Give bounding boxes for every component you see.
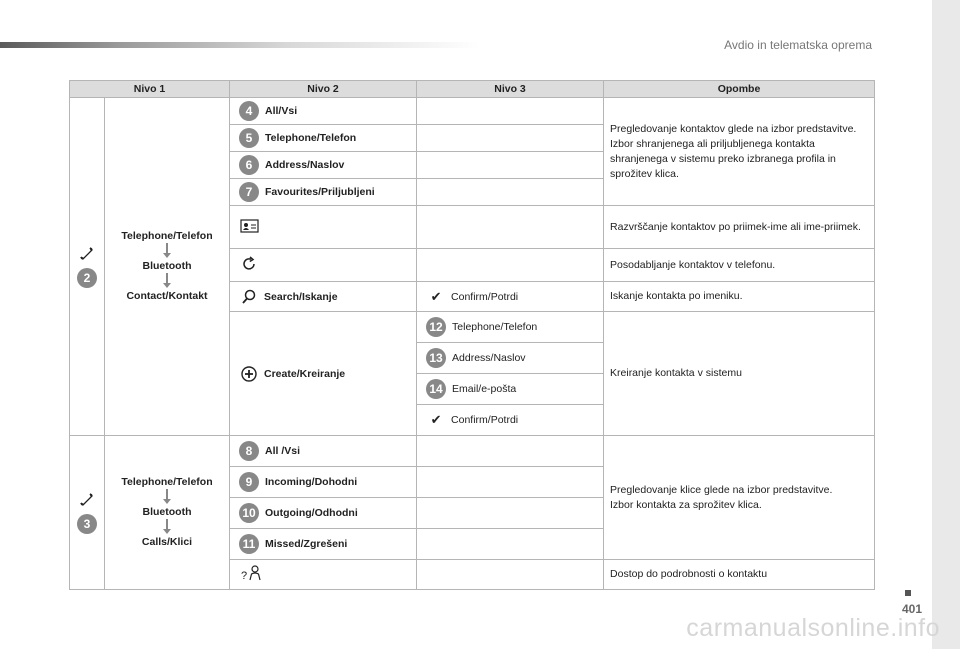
note-cell: [604, 312, 875, 436]
page-header-title: Avdio in telematska oprema: [724, 38, 872, 52]
level2-label: Search/Iskanje: [264, 290, 338, 303]
level3-cell: [417, 249, 604, 282]
contact-card-icon: [240, 219, 260, 233]
column-header: Nivo 3: [417, 81, 604, 98]
level2-cell: [230, 249, 417, 282]
refresh-icon: [240, 255, 258, 273]
level1-icon-cell: [70, 98, 105, 436]
level3-label: Address/Naslov: [452, 352, 526, 364]
note-cell: [604, 98, 875, 206]
level3-cell: [417, 152, 604, 179]
phone-icon: [79, 492, 95, 508]
note-text: Posodabljanje kontaktov v telefonu.: [610, 258, 776, 271]
level3-label: Telephone/Telefon: [452, 321, 538, 333]
level3-cell: [417, 179, 604, 206]
level2-cell: [230, 560, 417, 590]
callout-badge: 3: [77, 514, 97, 534]
note-text: Razvrščanje kontaktov po priimek-ime ali ime-priimek.: [610, 220, 861, 233]
level2-cell: [230, 206, 417, 249]
level3-cell: [417, 282, 604, 312]
level3-cell: [417, 498, 604, 529]
level3-cell: [417, 405, 604, 436]
note-cell: [604, 560, 875, 590]
level1-path-item: Bluetooth: [142, 506, 192, 518]
level2-cell: [230, 498, 417, 529]
header-gradient-bar: [0, 42, 480, 48]
level3-cell: [417, 206, 604, 249]
column-header: Nivo 1: [70, 81, 230, 98]
level2-label: Address/Naslov: [265, 159, 345, 171]
note-text: Pregledovanje kontaktov glede na izbor predstavitve. Izbor shranjenega ali priljubljenega kontakta shranjenega v sistemu preko izbranega profila in sprožitev klica.: [610, 122, 857, 180]
level1-path-cell: [105, 436, 230, 590]
level3-cell: [417, 467, 604, 498]
note-cell: [604, 206, 875, 249]
level1-path-item: Telephone/Telefon: [121, 476, 213, 488]
note-cell: [604, 436, 875, 560]
note-text: Pregledovanje klice glede na izbor predstavitve. Izbor kontakta za sprožitev klica.: [610, 483, 833, 511]
callout-badge: 9: [239, 472, 259, 492]
arrow-down-icon: [166, 243, 168, 254]
level3-label: Confirm/Potrdi: [451, 290, 519, 303]
callout-badge: 7: [239, 182, 259, 202]
callout-badge: 5: [239, 128, 259, 148]
watermark-text: carmanualsonline.info: [686, 614, 940, 642]
search-icon: [240, 288, 258, 306]
level1-path-item: Bluetooth: [142, 260, 192, 272]
level1-icon-cell: [70, 436, 105, 590]
level2-cell: [230, 529, 417, 560]
table-row: [70, 98, 875, 125]
level3-cell: [417, 529, 604, 560]
level2-label: Incoming/Dohodni: [265, 476, 358, 488]
callout-badge: 12: [426, 317, 446, 337]
phone-icon: [79, 246, 95, 262]
level2-cell: [230, 282, 417, 312]
table-row: [70, 436, 875, 467]
level3-cell: [417, 560, 604, 590]
note-text: Dostop do podrobnosti o kontaktu: [610, 568, 768, 580]
page-number: 401: [902, 602, 923, 616]
level2-cell: [230, 312, 417, 436]
checkmark-icon: ✔: [430, 412, 442, 427]
arrow-down-icon: [166, 273, 168, 284]
level3-cell: [417, 436, 604, 467]
callout-badge: 11: [239, 534, 259, 554]
callout-badge: 14: [426, 379, 446, 399]
level2-label: Missed/Zgrešeni: [265, 538, 348, 550]
level2-cell: [230, 125, 417, 152]
level1-path-item: Calls/Klici: [141, 536, 193, 548]
note-cell: [604, 282, 875, 312]
level1-path-cell: [105, 98, 230, 436]
svg-text:?: ?: [241, 570, 248, 582]
level2-cell: [230, 98, 417, 125]
callout-badge: 2: [77, 268, 97, 288]
level3-cell: [417, 98, 604, 125]
level3-label: Email/e-pošta: [452, 383, 517, 395]
level3-cell: [417, 374, 604, 405]
level3-cell: [417, 343, 604, 374]
level3-cell: [417, 125, 604, 152]
level3-cell: [417, 312, 604, 343]
menu-table: [69, 80, 875, 590]
column-header: Opombe: [604, 81, 875, 98]
level2-cell: [230, 152, 417, 179]
level2-label: All/Vsi: [265, 105, 298, 117]
callout-badge: 4: [239, 101, 259, 121]
side-margin-strip: [932, 0, 960, 649]
level2-label: Create/Kreiranje: [264, 367, 346, 380]
level3-label: Confirm/Potrdi: [451, 414, 519, 426]
column-header: Nivo 2: [230, 81, 417, 98]
callout-badge: 10: [239, 503, 259, 523]
level2-label: Outgoing/Odhodni: [265, 507, 358, 519]
level2-cell: [230, 436, 417, 467]
note-cell: [604, 249, 875, 282]
level2-cell: [230, 179, 417, 206]
callout-badge: 13: [426, 348, 446, 368]
level2-label: All /Vsi: [265, 445, 301, 457]
note-text: Kreiranje kontakta v sistemu: [610, 367, 742, 379]
level2-label: Favourites/Priljubljeni: [265, 186, 375, 198]
note-text: Iskanje kontakta po imeniku.: [610, 290, 743, 302]
contact-details-icon: [240, 564, 264, 582]
page-marker: [905, 590, 911, 596]
level1-path-item: Contact/Kontakt: [126, 290, 208, 302]
level2-label: Telephone/Telefon: [265, 132, 357, 144]
table-header-row: [70, 81, 875, 98]
add-icon: [240, 365, 258, 383]
callout-badge: 8: [239, 441, 259, 461]
level2-cell: [230, 467, 417, 498]
callout-badge: 6: [239, 155, 259, 175]
level1-path-item: Telephone/Telefon: [121, 230, 213, 242]
checkmark-icon: ✔: [430, 288, 442, 304]
arrow-down-icon: [166, 519, 168, 530]
arrow-down-icon: [166, 489, 168, 500]
